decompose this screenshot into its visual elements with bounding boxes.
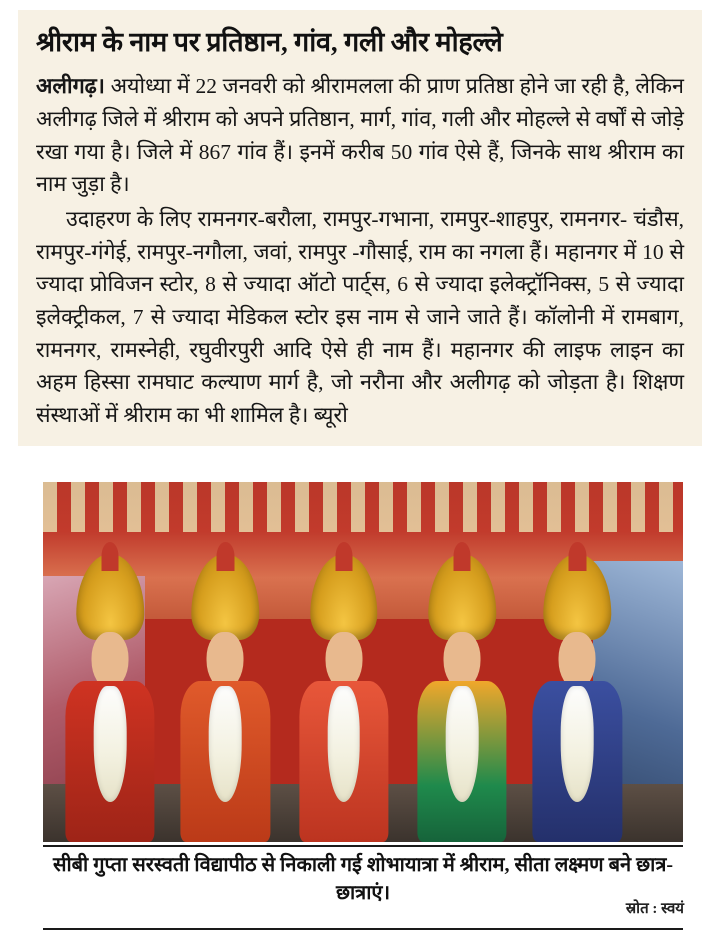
dateline: अलीगढ़। xyxy=(36,74,105,99)
article-paragraph-1-text: अयोध्या में 22 जनवरी को श्रीरामलला की प्राण प्रतिष्ठा होने जा रही है, लेकिन अलीगढ़ जिले में श्रीराम को अपने प्रतिष्ठान, मार्ग, गांव, गली और मोहल्ले से वर्षों से जोड़े रखा गया है। जिले में 867 गांव हैं। इनमें करीब 50 गांव ऐसे हैं, जिनके साथ श्रीराम का नाम जुड़ा है। xyxy=(36,74,684,197)
crown-icon xyxy=(544,554,611,640)
figure-ram xyxy=(289,554,398,842)
bottom-divider xyxy=(43,928,683,930)
crown-icon xyxy=(76,554,143,640)
page-title: श्रीराम के नाम पर प्रतिष्ठान, गांव, गली और मोहल्ले xyxy=(36,27,503,57)
shobhayatra-photo xyxy=(43,482,683,842)
crown-icon xyxy=(310,554,377,640)
photo-caption: सीबी गुप्ता सरस्वती विद्यापीठ से निकाली गई शोभायात्रा में श्रीराम, सीता लक्ष्मण बने छात्र-छात्राएं। xyxy=(52,854,674,904)
photo-frame xyxy=(43,482,683,842)
figure-lakshman-left xyxy=(56,554,165,842)
article-block xyxy=(18,10,702,446)
crown-icon xyxy=(428,554,495,640)
figure-child-green xyxy=(408,554,517,842)
caption-top-divider xyxy=(43,845,683,847)
garland-icon xyxy=(209,686,242,801)
garland-icon xyxy=(327,686,360,801)
article-paragraph-1 xyxy=(36,70,684,201)
figure-child-blue xyxy=(523,554,632,842)
garland-icon xyxy=(446,686,479,801)
garland-icon xyxy=(94,686,127,801)
article-paragraph-2: उदाहरण के लिए रामनगर-बरौला, रामपुर-गभाना, रामपुर-शाहपुर, रामनगर- चंडौस, रामपुर-गंगेई, रामपुर-नगौला, जवां, रामपुर -गौसाई, राम का नगला हैं। महानगर में 10 से ज्यादा प्रोविजन स्टोर, 8 से ज्यादा ऑटो पार्ट्स, 6 से ज्यादा इलेक्ट्रॉनिक्स, 5 से ज्यादा इलेक्ट्रीकल, 7 से ज्यादा मेडिकल स्टोर इस नाम से जाने जाते हैं। कॉलोनी में रामबाग, रामनगर, रामस्नेही, रघुवीरपुरी आदि ऐसे ही नाम हैं। महानगर की लाइफ लाइन का अहम हिस्सा रामघाट कल्याण मार्ग है, जो नरौना और अलीगढ़ को जोड़ता है। शिक्षण संस्थाओं में श्रीराम का भी शामिल है। ब्यूरो xyxy=(36,207,684,428)
photo-canopy xyxy=(43,482,683,532)
crown-icon xyxy=(192,554,259,640)
figure-sita xyxy=(171,554,280,842)
photo-credit: स्रोत : स्वयं xyxy=(625,901,684,917)
garland-icon xyxy=(561,686,594,801)
